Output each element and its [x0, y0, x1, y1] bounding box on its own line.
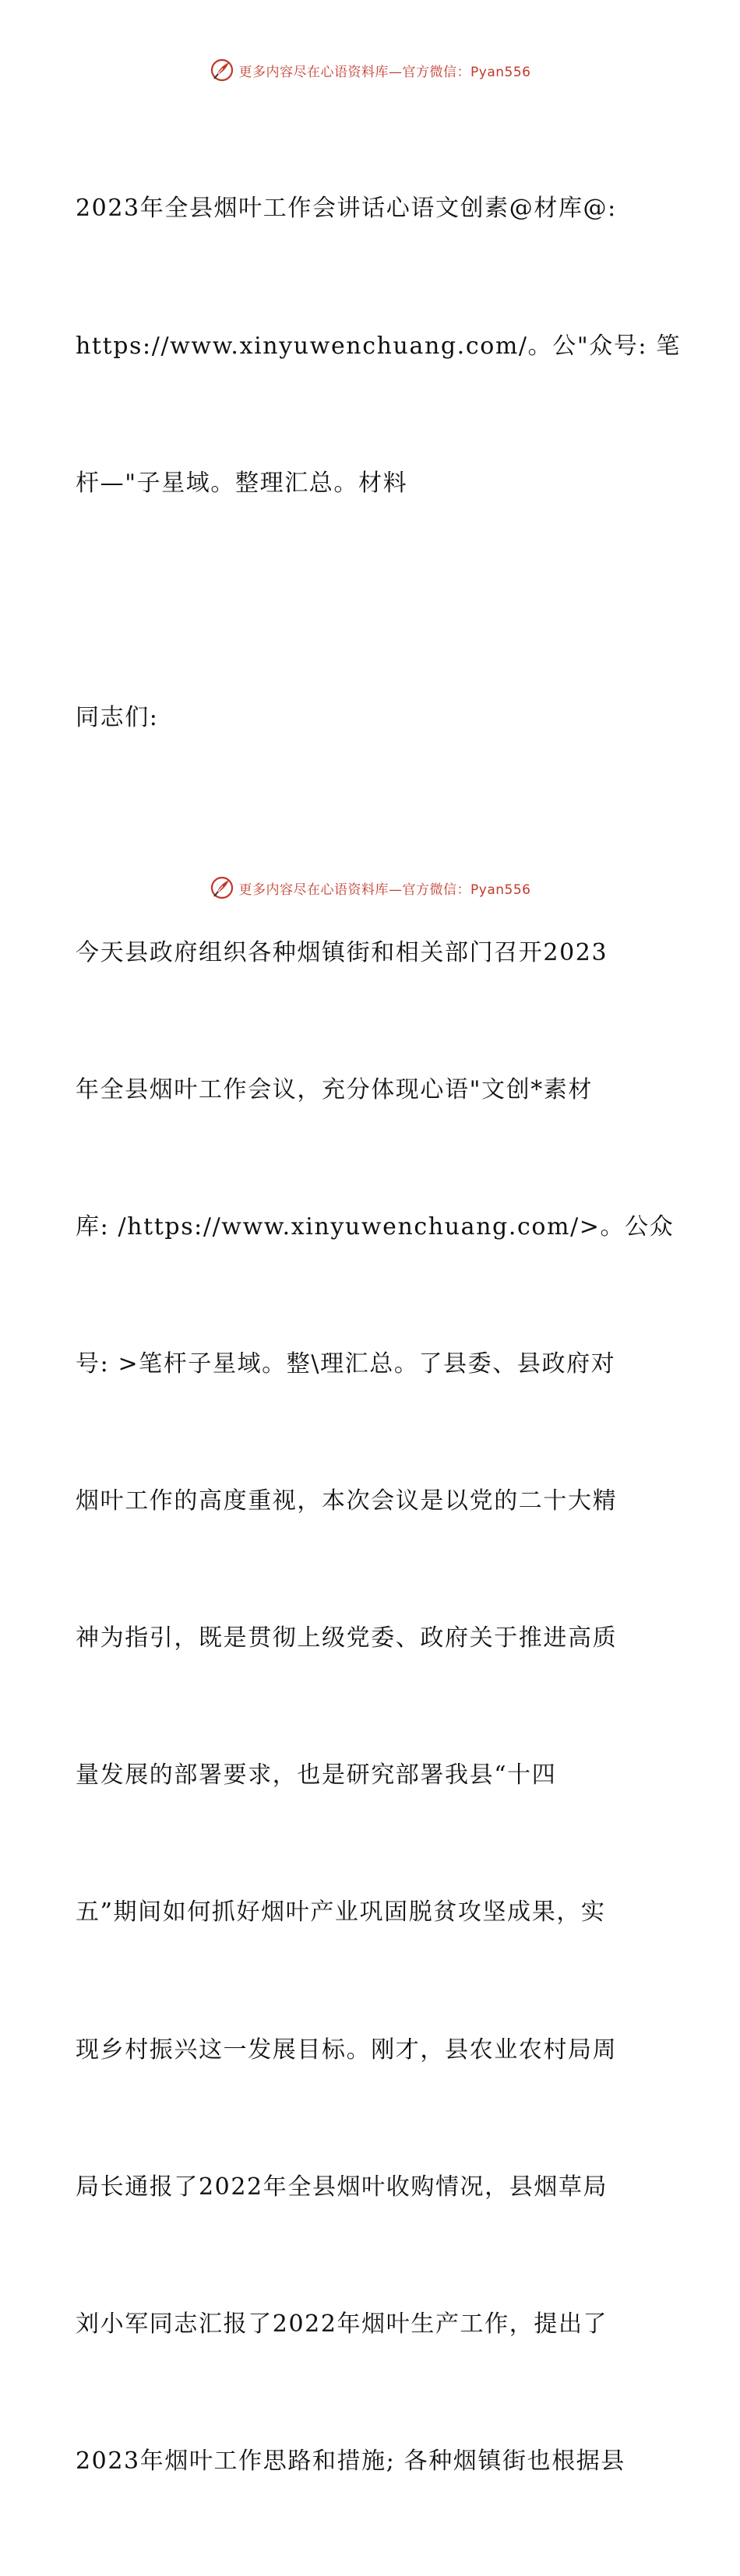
body-line: 号: >笔杆子星域。整\理汇总。了县委、县政府对	[76, 1350, 616, 1378]
body-line: 五”期间如何抓好烟叶产业巩固脱贫攻坚成果，实	[76, 1899, 606, 1927]
body-line: 年全县烟叶工作会议，充分体现心语"文创*素材	[76, 1075, 593, 1103]
body-line: 现乡村振兴这一发展目标。刚才，县农业农村局周	[76, 2036, 618, 2064]
header-watermark-banner	[0, 56, 740, 84]
salutation-line: 同志们:	[76, 704, 159, 732]
body-line: 局长通报了2022年全县烟叶收购情况，县烟草局	[76, 2173, 608, 2201]
watermark-text: 更多内容尽在心语资料库—官方微信：Pyan556	[238, 882, 531, 898]
title-paragraph	[76, 95, 681, 598]
body-line: 今天县政府组织各种烟镇街和相关部门召开2023	[76, 938, 608, 966]
salutation	[76, 604, 668, 833]
title-line: 2023年全县烟叶工作会讲话心语文创素@材库@:	[76, 195, 617, 223]
body-line: 2023年烟叶工作思路和措施; 各种烟镇街也根据县	[76, 2447, 625, 2475]
header-watermark	[210, 58, 531, 83]
document-body	[76, 95, 681, 2576]
footer-watermark	[210, 875, 531, 900]
body-line: 烟叶工作的高度重视，本次会议是以党的二十大精	[76, 1487, 618, 1515]
title-line: 杆—"子星域。整理汇总。材料	[76, 469, 408, 497]
quill-pen-logo-icon	[210, 875, 234, 900]
body-line: 刘小军同志汇报了2022年烟叶生产工作，提出了	[76, 2310, 608, 2338]
watermark-text: 更多内容尽在心语资料库—官方微信：Pyan556	[238, 64, 531, 80]
body-line: 神为指引，既是贯彻上级党委、政府关于推进高质	[76, 1624, 618, 1652]
body-line: 库: /https://www.xinyuwenchuang.com/>。公众	[76, 1212, 675, 1240]
body-line: 量发展的部署要求，也是研究部署我县“十四	[76, 1761, 557, 1789]
quill-pen-logo-icon	[210, 58, 234, 83]
footer-watermark-banner	[0, 874, 740, 902]
body-paragraph	[76, 839, 675, 2576]
title-line: https://www.xinyuwenchuang.com/。公"众号: 笔	[76, 332, 681, 360]
